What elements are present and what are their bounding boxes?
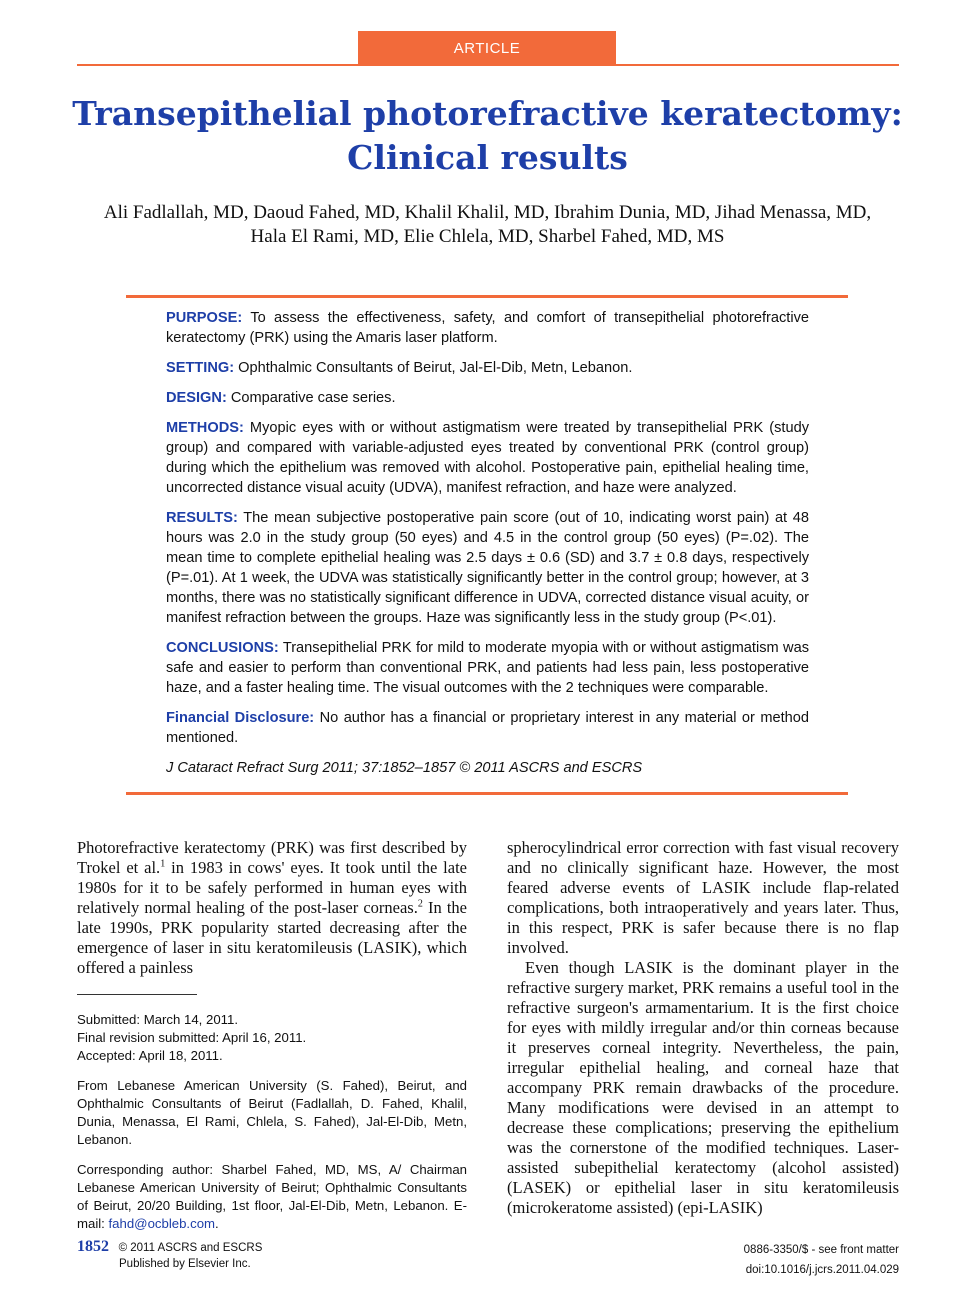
email-link[interactable]: fahd@ocbleb.com <box>108 1216 216 1231</box>
intro-text-c: In the late 1990s, PRK popularity started decreasing after the emergence of laser in situ keratomileusis (LASIK), which offered a painless <box>77 898 467 977</box>
authors-line-2: Hala El Rami, MD, Elie Chlela, MD, Sharbel Fahed, MD, MS <box>250 226 725 247</box>
purpose-label: PURPOSE: <box>166 310 243 326</box>
right-paragraph-2: Even though LASIK is the dominant player in the refractive surgery market, PRK remains a useful tool in the refractive surgeon's armamentarium. It is the first choice for eyes with mildly irregular and/or thin corneas because it preserves corneal integrity. Nevertheless, the pain, irregular epithelial healing, and corneal haze that accompany PRK remain drawbacks of the procedure. Many modifications were devised in an attempt to decrease these complications; preserving the epithelium was the cornerstone of the modified techniques. Laser-assisted subepithelial keratectomy (alcohol assisted) (LASEK) or epithelial laser in situ keratomileusis (microkeratome assisted) (epi-LASIK) <box>507 958 899 1217</box>
abstract-disclosure <box>166 708 809 748</box>
abstract-conclusions <box>166 638 809 698</box>
methods-label: METHODS: <box>166 420 244 436</box>
footer-copyright: © 2011 ASCRS and ESCRS <box>118 1242 263 1254</box>
reference-2[interactable]: 2 <box>417 898 423 910</box>
footer-publisher: Published by Elsevier Inc. <box>119 1258 251 1270</box>
disclosure-text: No author has a financial or proprietary interest in any material or method mentioned. <box>166 710 809 746</box>
methods-text: Myopic eyes with or without astigmatism were treated by transepithelial PRK (study group) and compared with variable-adjusted eyes treated by conventional PRK (control group) during which the epithelium was removed with alcohol. Postoperative pain, epithelial healing time, uncorrected distance visual acuity (UDVA), manifest refraction, and haze were analyzed. <box>166 420 809 496</box>
right-paragraph-1: spherocylindrical error correction with fast visual recovery and no clinically significant haze. However, the most feared adverse events of LASIK include flap-related complications, both intraoperatively and years later. Thus, in this respect, PRK is safer because there is no flap involved. <box>507 838 899 957</box>
body-left-column <box>77 838 467 978</box>
header-rule <box>77 64 899 66</box>
footer-issn: 0886-3350/$ - see front matter <box>743 1244 899 1256</box>
abstract-purpose <box>166 308 809 348</box>
affiliation-note: From Lebanese American University (S. Fahed), Beirut, and Ophthalmic Consultants of Beirut (Fadlallah, D. Fahed, Khalil, Dunia, Menassa, El Rami, Chlela, S. Fahed), Jal-El-Dib, Metn, Lebanon. <box>77 1078 467 1147</box>
email-suffix: . <box>215 1216 219 1231</box>
abstract-setting <box>166 358 809 378</box>
setting-label: SETTING: <box>166 360 235 376</box>
abstract-bottom-rule <box>126 792 848 795</box>
intro-text-b: in 1983 in cows' eyes. It took until the late 1980s for it to be safely performed in human eyes with relatively normal healing of the post-laser corneas. <box>77 858 468 917</box>
corresponding-author-note <box>77 1161 467 1233</box>
purpose-text: To assess the effectiveness, safety, and comfort of transepithelial photorefractive keratectomy (PRK) using the Amaris laser platform. <box>166 310 810 346</box>
section-label: ARTICLE <box>453 39 521 57</box>
footer-left <box>77 1239 262 1272</box>
article-title <box>60 92 915 180</box>
title-line-2: Clinical results <box>347 138 628 177</box>
accepted-date: Accepted: April 18, 2011. <box>77 1048 223 1063</box>
journal-citation: J Cataract Refract Surg 2011; 37:1852–1857 © 2011 ASCRS and ESCRS <box>166 760 643 776</box>
reference-1[interactable]: 1 <box>160 858 166 870</box>
abstract-methods <box>166 418 809 498</box>
results-text: The mean subjective postoperative pain score (out of 10, indicating worst pain) at 48 hours was 2.0 in the study group (50 eyes) and 4.5 in the control group (50 eyes) (P=.02). The mean time to complete epithelial healing was 2.5 days ± 0.6 (SD) and 3.7 ± 0.8 days, respectively (P=.01). At 1 week, the UDVA was statistically significantly better in the control group; however, at 3 months, there was no statistically significant difference in UDVA, corrected distance visual acuity, or manifest refraction between the groups. Haze was significantly less in the study group (P<.01). <box>166 510 809 626</box>
title-line-1: Transepithelial photorefractive keratectomy: <box>72 94 903 133</box>
corresponding-text: Corresponding author: Sharbel Fahed, MD, MS, A/ Chairman Lebanese American University of Beirut; Ophthalmic Consultants of Beirut, 20/20 Building, 1st floor, Jal-El-Dib, Metn, Lebanon. E-mail: <box>77 1162 467 1231</box>
abstract-design <box>166 388 809 408</box>
body-right-column <box>507 838 899 1218</box>
conclusions-label: CONCLUSIONS: <box>166 640 279 656</box>
design-text: Comparative case series. <box>230 390 396 406</box>
abstract <box>166 308 809 788</box>
intro-text-a: Photorefractive keratectomy (PRK) was first described by Trokel et al. <box>77 838 467 877</box>
design-label: DESIGN: <box>166 390 227 406</box>
footer-right <box>744 1242 899 1278</box>
footer-doi[interactable]: doi:10.1016/j.jcrs.2011.04.029 <box>745 1264 899 1276</box>
disclosure-label: Financial Disclosure: <box>166 710 315 726</box>
intro-paragraph <box>77 838 467 978</box>
footnote-rule <box>77 994 197 995</box>
submitted-date: Submitted: March 14, 2011. <box>77 1012 239 1027</box>
page-number: 1852 <box>77 1238 109 1255</box>
section-tab <box>358 31 616 65</box>
setting-text: Ophthalmic Consultants of Beirut, Jal-El-Dib, Metn, Lebanon. <box>238 360 633 376</box>
abstract-top-rule <box>126 295 848 298</box>
author-list <box>60 201 915 249</box>
abstract-results <box>166 508 809 628</box>
results-label: RESULTS: <box>166 510 238 526</box>
authors-line-1: Ali Fadlallah, MD, Daoud Fahed, MD, Khalil Khalil, MD, Ibrahim Dunia, MD, Jihad Menassa, MD, <box>103 202 872 223</box>
conclusions-text: Transepithelial PRK for mild to moderate myopia with or without astigmatism was safe and easier to perform than conventional PRK, and patients had less pain, less postoperative haze, and a faster healing time. The visual outcomes with the 2 techniques were comparable. <box>166 640 809 696</box>
footnotes <box>77 1011 467 1233</box>
revision-date: Final revision submitted: April 16, 2011. <box>77 1030 307 1045</box>
